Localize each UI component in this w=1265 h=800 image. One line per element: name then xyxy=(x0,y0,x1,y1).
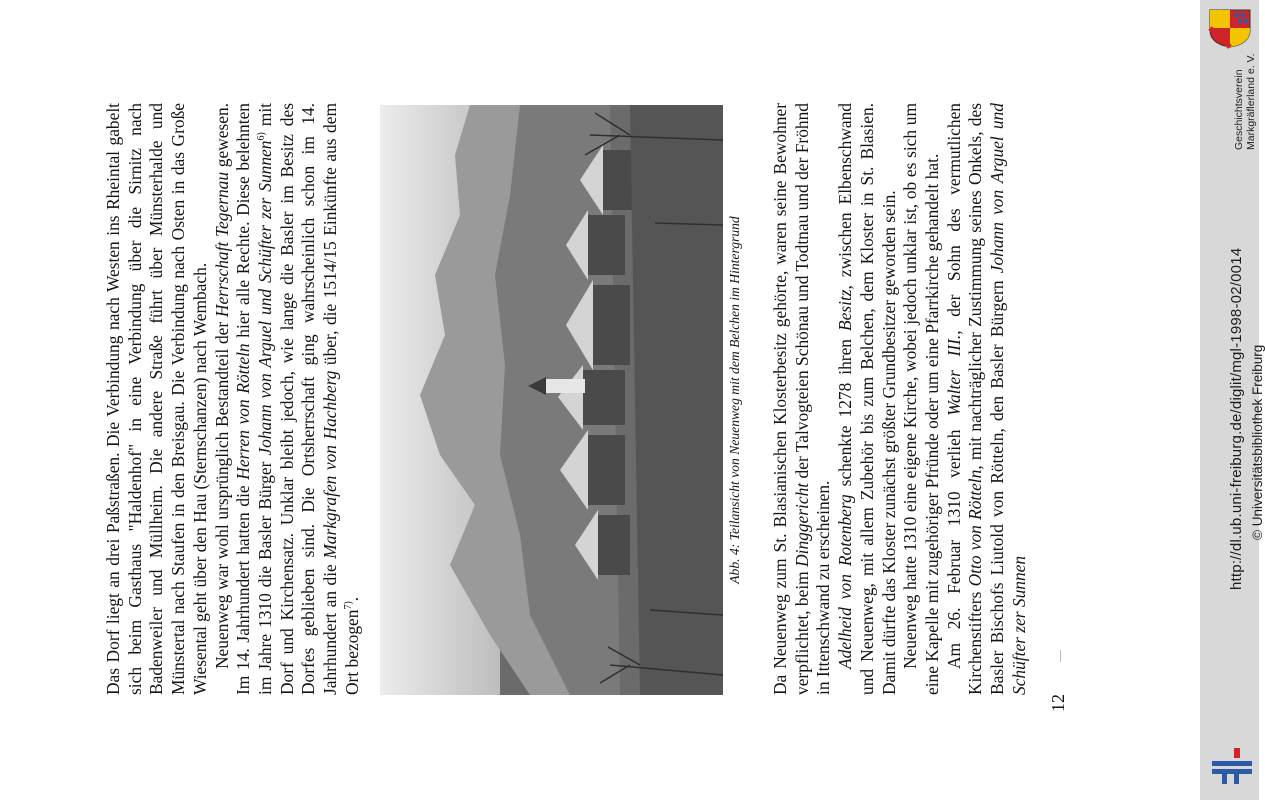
text-run: Da Neuenweg zum St. Blasianischen Klosterbesitz gehörte, waren seine Bewohner verpflichtet, beim xyxy=(770,103,812,695)
society-name-line2: Markgräflerland e. V. xyxy=(1245,53,1257,150)
text-run: Neuenweg hatte 1310 eine eigene Kirche, wobei jedoch unklar ist, ob es sich um eine Kapelle mit zugehöriger Pfründe oder um eine Pfarrkirche gehandelt hat. xyxy=(900,103,942,695)
paragraph xyxy=(944,103,1031,695)
paragraph xyxy=(212,103,364,695)
text-run: Am 26. Februar 1310 verlieh xyxy=(943,415,964,669)
text-run: . xyxy=(341,596,362,602)
landscape-photo-image xyxy=(380,105,723,695)
society-name-line1: Geschichtsverein xyxy=(1233,69,1245,150)
photo-neuenweg xyxy=(380,105,723,695)
text-run: der Talvogteien Schönau und Todtnau und der Fröhnd in Ittenschwand zu erscheinen. xyxy=(791,102,834,695)
text-run: Adelheid von Rotenberg xyxy=(835,494,856,669)
paragraph xyxy=(900,103,943,695)
paragraph xyxy=(770,103,835,695)
coat-of-arms-icon xyxy=(1207,8,1253,48)
text-run: Herrschaft Tegernau xyxy=(211,171,232,318)
page-number: 12 xyxy=(1048,694,1068,712)
text-run: Dinggericht xyxy=(791,482,812,567)
paragraph xyxy=(103,103,212,695)
text-run: Johann von Arguel und Schüfter zer Sunnen xyxy=(987,103,1029,695)
text-block-bottom xyxy=(770,103,1030,695)
text-run: hier alle Rechte. Diese belehnten im Jahre 1310 die Basler Bürger xyxy=(233,103,275,695)
text-run: Das Dorf liegt an drei Paßstraßen. Die Verbindung nach Westen ins Rheintal gabelt sich beim Gasthaus "Haldenhof" in eine Verbindung über die Sirnitz nach Badenweiler und Müllheim. Die andere Straße führt über Münsterhalde und Münstertal nach Staufen in den Breisgau. Die Verbindung nach Osten in das Große Wiesental geht über den Hau (Sternschanzen) nach Wembach. xyxy=(103,103,210,695)
page-number-rule xyxy=(1060,650,1061,662)
text-block-top xyxy=(103,103,363,695)
text-run: Neuenweg war wohl ursprünglich Bestandteil der xyxy=(211,317,232,669)
text-run: Herren von Rötteln xyxy=(233,343,254,480)
text-run: Walter III. xyxy=(943,334,964,416)
text-run: mit Dorf und Kirchensatz. Unklar bleibt jedoch, wie lange die Basler im Besitz des Dorfes geblieben sind. Die Ortsherrschaft ging wahrscheinlich schon im 14. Jahrhundert an die xyxy=(254,103,341,695)
paragraph xyxy=(835,103,900,695)
footnote-ref: 6) xyxy=(256,132,268,141)
copyright-notice: © Universitätsbibliothek Freiburg xyxy=(1250,344,1265,540)
text-run: , mit nachträglicher Zustimmung seines Onkels, des Basler Bischofs Liutold von Rötteln, den Basler Bürgern xyxy=(965,103,1008,695)
text-run: über, die 1514/15 Einkünfte aus dem Ort bezogen xyxy=(320,103,362,695)
text-run: gewesen. Im 14. Jahrhundert hatten die xyxy=(211,103,254,695)
text-run: Besitz xyxy=(835,289,856,331)
document-url-link[interactable]: http://dl.ub.uni-freiburg.de/diglit/mgl-1998-02/0014 xyxy=(1228,247,1245,590)
text-run: Markgrafen von Hachberg xyxy=(320,370,341,559)
text-run: schenkte 1278 ihren xyxy=(835,331,856,495)
figure-caption: Abb. 4: Teilansicht von Neuenweg mit dem Belchen im Hintergrund xyxy=(727,216,742,584)
text-run: , der Sohn des vermutlichen Kirchenstifters xyxy=(943,103,986,695)
footnote-ref: 7) xyxy=(342,601,354,610)
ub-freiburg-logo-icon xyxy=(1210,744,1254,786)
text-run: Otto von Rötteln xyxy=(965,469,986,587)
text-run: Johann von Arguel und Schüfter zer Sunnen xyxy=(254,140,275,456)
text-run: , zwischen Elbenschwand und Neuenweg, mit allem Zubehör bis zum Belchen, dem Kloster in St. Blasien. Damit dürfte das Kloster zunächst größter Grundbesitzer geworden sein. xyxy=(835,103,899,695)
